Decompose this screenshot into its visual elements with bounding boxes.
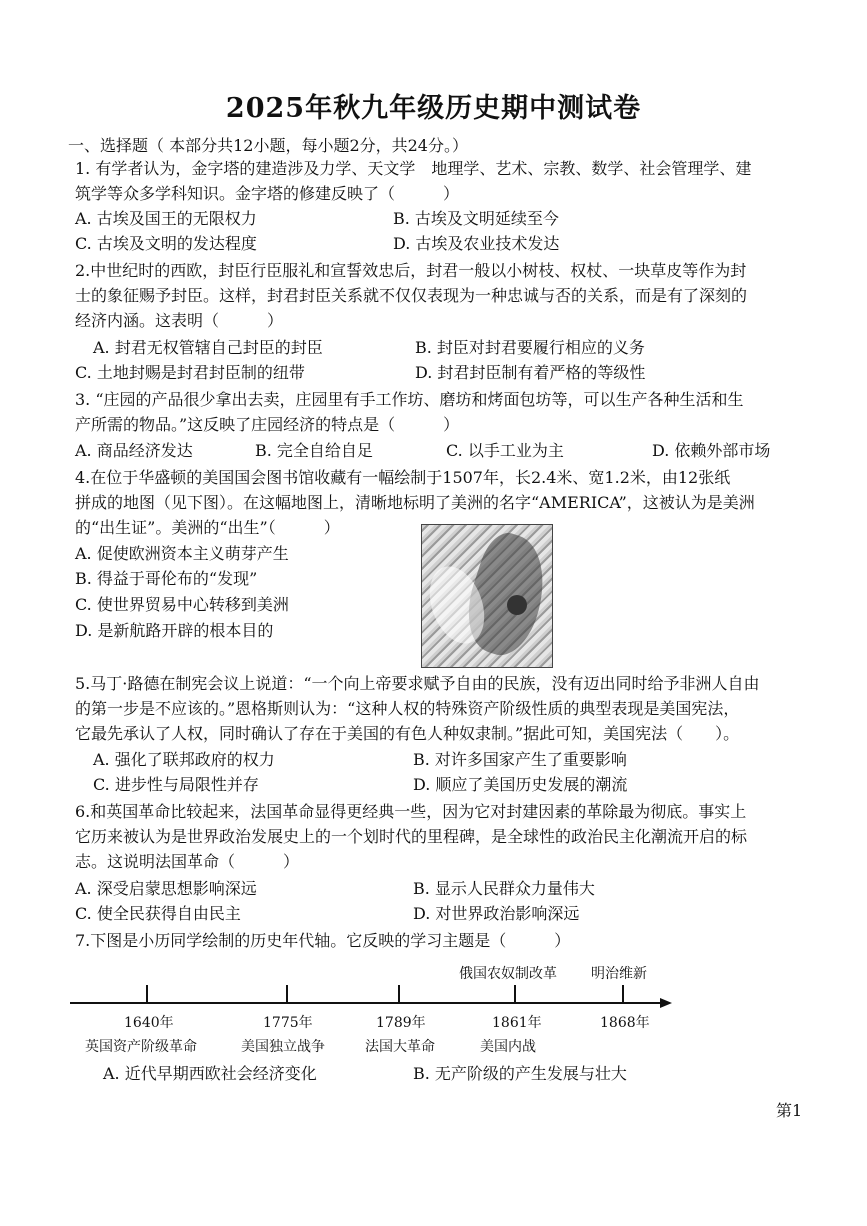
q3-stem-line2: 产所需的物品。”这反映了庄园经济的特点是（ ） — [75, 415, 460, 434]
timeline-event-1640: 英国资产阶级革命 — [85, 1039, 197, 1055]
q1-option-d[interactable]: D. 古埃及农业技术发达 — [393, 234, 560, 253]
q7-stem-line1: 7.下图是小历同学绘制的历史年代轴。它反映的学习主题是（ ） — [75, 931, 571, 950]
section-heading: 一、选择题（ 本部分共12小题，每小题2分，共24分。） — [68, 136, 468, 155]
q2-option-a[interactable]: A. 封君无权管辖自己封臣的封臣 — [93, 338, 323, 357]
q2-option-d[interactable]: D. 封君封臣制有着严格的等级性 — [415, 363, 646, 382]
q1-stem-line2: 筑学等众多学科知识。金字塔的修建反映了（ ） — [75, 184, 460, 203]
q6-option-d[interactable]: D. 对世界政治影响深远 — [413, 904, 580, 923]
q6-stem-line2: 它历来被认为是世界政治发展史上的一个划时代的里程碑，是全球性的政治民主化潮流开启的标 — [75, 827, 748, 846]
q4-option-a[interactable]: A. 促使欧洲资本主义萌芽产生 — [75, 544, 289, 563]
q5-stem-line2: 的第一步是不应该的。”恩格斯则认为：“这种人权的特殊资产阶级性质的典型表现是美国宪法， — [75, 699, 740, 718]
q2-option-b[interactable]: B. 封臣对封君要履行相应的义务 — [415, 338, 645, 357]
timeline-top-label-1868: 明治维新 — [591, 966, 647, 982]
page-number: 第1 — [776, 1101, 803, 1120]
q6-option-c[interactable]: C. 使全民获得自由民主 — [75, 904, 241, 923]
q2-stem-line3: 经济内涵。这表明（ ） — [75, 311, 284, 330]
timeline-year-1868: 1868年 — [600, 1015, 650, 1031]
q3-option-a[interactable]: A. 商品经济发达 — [75, 441, 193, 460]
q6-stem-line1: 6.和英国革命比较起来，法国革命显得更经典一些，因为它对封建因素的革除最为彻底。事实上 — [75, 802, 747, 821]
q4-option-c[interactable]: C. 使世界贸易中心转移到美洲 — [75, 595, 289, 614]
q6-option-a[interactable]: A. 深受启蒙思想影响深远 — [75, 879, 257, 898]
timeline-top-label-1861: 俄国农奴制改革 — [459, 966, 557, 982]
q1-option-c[interactable]: C. 古埃及文明的发达程度 — [75, 234, 257, 253]
timeline-year-1861: 1861年 — [492, 1015, 542, 1031]
timeline-year-1640: 1640年 — [124, 1015, 174, 1031]
q7-option-b[interactable]: B. 无产阶级的产生发展与壮大 — [413, 1064, 627, 1083]
q3-option-b[interactable]: B. 完全自给自足 — [255, 441, 373, 460]
q6-stem-line3: 志。这说明法国革命（ ） — [75, 852, 300, 871]
q3-option-d[interactable]: D. 依赖外部市场 — [652, 441, 771, 460]
q1-stem-line1: 1. 有学者认为，金字塔的建造涉及力学、天文学 地理学、艺术、宗教、数学、社会管理学、建 — [75, 159, 752, 178]
q2-stem-line1: 2.中世纪时的西欧，封臣行臣服礼和宣誓效忠后，封君一般以小树枝、权杖、一块草皮等作为封 — [75, 261, 747, 280]
q5-stem-line1: 5.马丁·路德在制宪会议上说道：“一个向上帝要求赋予自由的民族，没有迈出同时给予非洲人自由 — [75, 674, 760, 693]
timeline-event-1861: 美国内战 — [480, 1039, 536, 1055]
q1-option-b[interactable]: B. 古埃及文明延续至今 — [393, 209, 559, 228]
q7-option-a[interactable]: A. 近代早期西欧社会经济变化 — [103, 1064, 317, 1083]
q5-option-d[interactable]: D. 顺应了美国历史发展的潮流 — [413, 775, 628, 794]
map-1507-image — [421, 524, 553, 668]
q4-option-d[interactable]: D. 是新航路开辟的根本目的 — [75, 621, 274, 640]
q4-stem-line1: 4.在位于华盛顿的美国国会图书馆收藏有一幅绘制于1507年，长2.4米、宽1.2米，由12张纸 — [75, 468, 731, 487]
q5-stem-line3: 它最先承认了人权，同时确认了存在于美国的有色人种奴隶制。”据此可知，美国宪法（ ）。 — [75, 724, 740, 743]
q4-option-b[interactable]: B. 得益于哥伦布的“发现” — [75, 569, 258, 588]
q6-option-b[interactable]: B. 显示人民群众力量伟大 — [413, 879, 595, 898]
timeline-event-1789: 法国大革命 — [365, 1039, 435, 1055]
timeline-year-1789: 1789年 — [376, 1015, 426, 1031]
timeline-event-1775: 美国独立战争 — [241, 1039, 325, 1055]
q4-stem-line2: 拼成的地图（见下图）。在这幅地图上，清晰地标明了美洲的名字“AMERICA”，这被认为是美洲 — [75, 493, 755, 512]
q2-option-c[interactable]: C. 土地封赐是封君封臣制的纽带 — [75, 363, 305, 382]
page-title: 2025年秋九年级历史期中测试卷 — [225, 93, 642, 124]
q5-option-a[interactable]: A. 强化了联邦政府的权力 — [93, 750, 275, 769]
q3-option-c[interactable]: C. 以手工业为主 — [446, 441, 564, 460]
timeline-year-1775: 1775年 — [263, 1015, 313, 1031]
q4-stem-line3: 的“出生证”。美洲的“出生”（ ） — [75, 518, 340, 537]
q5-option-c[interactable]: C. 进步性与局限性并存 — [93, 775, 259, 794]
q2-stem-line2: 士的象征赐予封臣。这样，封君封臣关系就不仅仅表现为一种忠诚与否的关系，而是有了深刻的 — [75, 286, 748, 305]
q5-option-b[interactable]: B. 对许多国家产生了重要影响 — [413, 750, 627, 769]
q3-stem-line1: 3. “庄园的产品很少拿出去卖，庄园里有手工作坊、磨坊和烤面包坊等，可以生产各种生活和生 — [75, 390, 744, 409]
q1-option-a[interactable]: A. 古埃及国王的无限权力 — [75, 209, 257, 228]
